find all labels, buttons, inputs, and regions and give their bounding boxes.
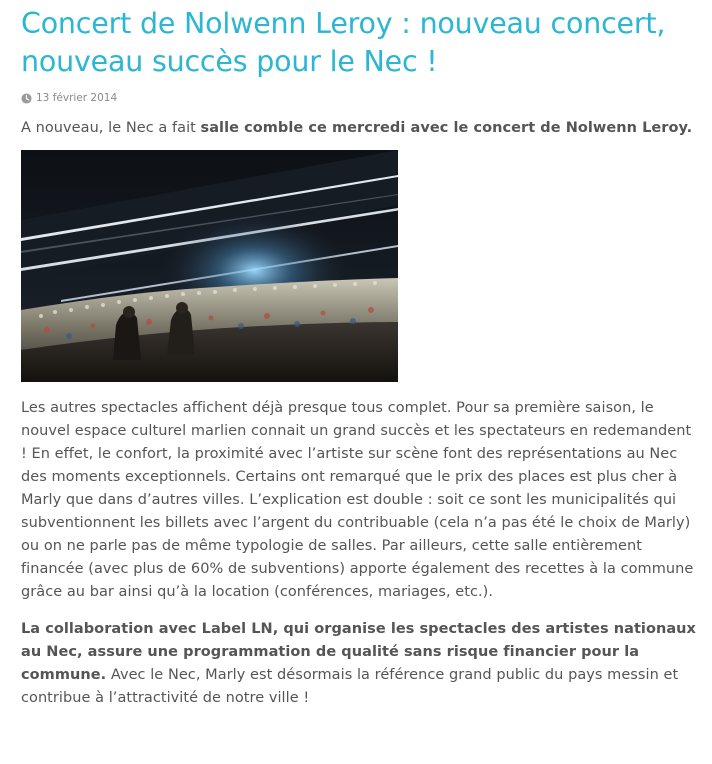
concert-hall-photo bbox=[21, 150, 398, 382]
closing-paragraph bbox=[21, 618, 701, 710]
clock-icon bbox=[21, 93, 32, 104]
intro-highlight: salle comble ce mercredi avec le concert de Nolwenn Leroy. bbox=[200, 120, 693, 136]
article bbox=[21, 0, 701, 710]
post-meta bbox=[21, 91, 701, 105]
intro-paragraph bbox=[21, 117, 701, 140]
closing-text: Avec le Nec, Marly est désormais la référence grand public du pays messin et contribue à l’attractivité de notre ville ! bbox=[21, 667, 679, 706]
body-paragraph: Les autres spectacles affichent déjà presque tous complet. Pour sa première saison, le nouvel espace culturel marlien connait un grand succès et les spectateurs en redemandent ! En effet, le confort, la proximité avec l’artiste sur scène font des représentations au Nec des moments exceptionnels. Certains ont remarqué que le prix des places est plus cher à Marly que dans d’autres villes. L’explication est double : soit ce sont les municipalités qui subventionnent les billets avec l’argent du contribuable (cela n’a pas été le choix de Marly) ou on ne parle pas de même typologie de salles. Par ailleurs, cette salle entièrement financée (avec plus de 60% de subventions) apporte également des recettes à la commune grâce au bar ainsi qu’à la location (conférences, mariages, etc.). bbox=[21, 400, 694, 600]
closing-highlight: La collaboration avec Label LN, qui organise les spectacles des artistes nationaux au Nec, assure une programmation de qualité sans risque financier pour la commune. bbox=[21, 621, 696, 683]
intro-text: A nouveau, le Nec a fait bbox=[21, 120, 201, 136]
article-title: Concert de Nolwenn Leroy : nouveau concert, nouveau succès pour le Nec ! bbox=[21, 7, 666, 78]
post-date: 13 février 2014 bbox=[36, 92, 118, 104]
